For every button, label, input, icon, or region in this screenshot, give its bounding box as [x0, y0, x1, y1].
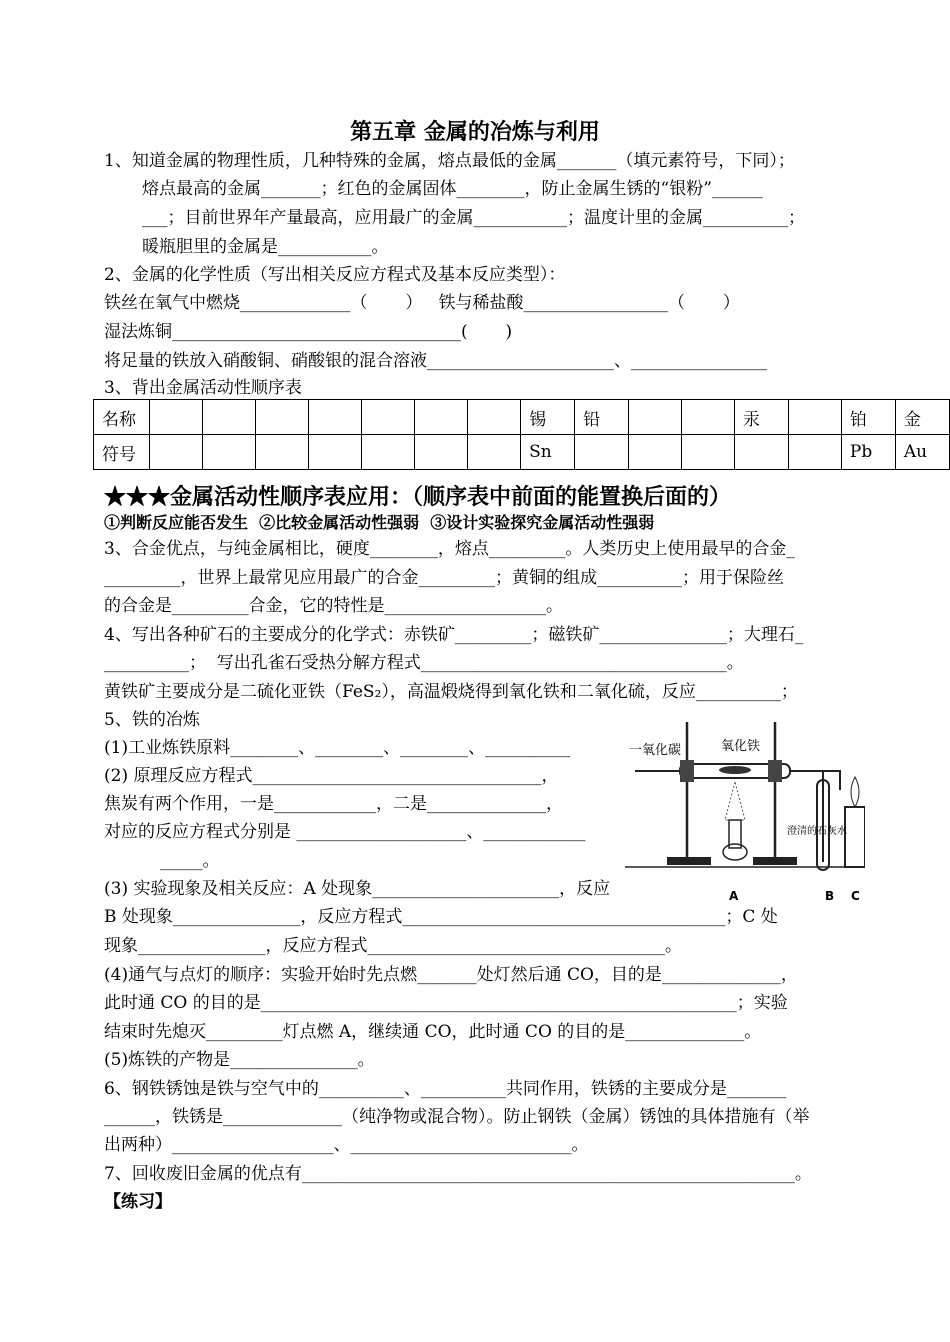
q2-line4: 将足量的铁放入硝酸铜、硝酸银的混合溶液______________________、________________ [104, 351, 767, 371]
table-cell [628, 400, 681, 435]
table-cell [575, 435, 629, 470]
activity-heading: ★★★金属活动性顺序表应用：（顺序表中前面的能置换后面的） [104, 484, 732, 510]
page-title: 第五章 金属的冶炼与利用 [350, 119, 600, 145]
label-limewater: 澄清的石灰水 [787, 826, 847, 837]
table-cell [681, 400, 734, 435]
q5-line2: (2) 原理反应方程式__________________________________， [104, 766, 559, 786]
q5-line10: 此时通 CO 的目的是________________________________________________________；实验 [104, 993, 788, 1013]
table-cell [788, 435, 841, 470]
table-cell: Sn [521, 435, 575, 470]
label-c: C [851, 889, 860, 903]
table-cell [788, 400, 841, 435]
table-cell: 铂 [841, 400, 895, 435]
label-b: B [825, 889, 835, 903]
table-cell: Pb [841, 435, 895, 470]
table-cell [415, 435, 468, 470]
q5-line1: (1)工业炼铁原料________、________、________、__________ [104, 738, 571, 758]
iron-smelting-apparatus-diagram [625, 712, 865, 907]
table-cell [361, 435, 414, 470]
table-cell [681, 435, 734, 470]
table-cell [415, 400, 468, 435]
q7-line: 7、回收废旧金属的优点有__________________________________________________________。 [104, 1164, 812, 1184]
q5-heading: 5、铁的冶炼 [104, 710, 200, 730]
outlet-tube [790, 771, 840, 790]
q5-line3: 焦炭有两个作用，一是____________，二是______________， [104, 794, 563, 814]
q5-line9: (4)通气与点灯的顺序：实验开始时先点燃_______处灯然后通 CO，目的是______________， [104, 965, 798, 985]
table-cell [255, 435, 308, 470]
table-cell: 锡 [521, 400, 575, 435]
q1-line1: 1、知道金属的物理性质，几种特殊的金属，熔点最低的金属_______（填元素符号，下同）； [104, 151, 795, 171]
q3-alloy-line3: 的合金是_________合金，它的特性是___________________。 [104, 596, 563, 616]
q4-line3: 黄铁矿主要成分是二硫化亚铁（FeS₂），高温煅烧得到氧化铁和二氧化硫，反应__________； [104, 682, 798, 702]
table-cell: 名称 [94, 400, 150, 435]
q2-line3: 湿法炼铜__________________________________( ) [104, 322, 513, 342]
table-cell [202, 400, 255, 435]
q5-line6: (3) 实验现象及相关反应：A 处现象______________________，反应 [104, 879, 611, 899]
table-cell [308, 400, 361, 435]
q3-table-heading: 3、背出金属活动性顺序表 [104, 378, 302, 398]
iron-oxide-powder [719, 766, 751, 774]
q5-line12: (5)炼铁的产物是_______________。 [104, 1050, 375, 1070]
table-row-symbols [94, 435, 950, 470]
table-cell: 汞 [735, 400, 789, 435]
q5-line4: 对应的反应方程式分别是 ____________________、____________ [104, 822, 586, 842]
q2-line1: 2、金属的化学性质（写出相关反应方程式及基本反应类型）： [104, 265, 566, 285]
q5-line11: 结束时先熄灭_________灯点燃 A，继续通 CO，此时通 CO 的目的是______________。 [104, 1022, 762, 1042]
q1-line4: 暖瓶胆里的金属是___________。 [142, 237, 389, 257]
practice-heading: 【练习】 [104, 1192, 172, 1212]
table-cell: Au [895, 435, 949, 470]
table-cell [149, 400, 202, 435]
q3-alloy-line2: _________，世界上最常见应用最广的合金_________；黄铜的组成__________；用于保险丝 [104, 568, 784, 588]
stand-base-right [753, 857, 797, 865]
table-cell: 铅 [575, 400, 629, 435]
q2-line2: 铁丝在氧气中燃烧_____________（ ） 铁与稀盐酸_________________（ ） [104, 293, 740, 313]
table-cell [202, 435, 255, 470]
activity-series-table [93, 399, 950, 470]
label-iron-oxide: 氧化铁 [721, 739, 761, 754]
q5-line5: _____。 [160, 851, 220, 871]
table-row-names [94, 400, 950, 435]
clamp-left [680, 760, 694, 782]
q6-line2: ______，铁锈是______________（纯净物或混合物）。防止钢铁（金属）锈蚀的具体措施有（举 [104, 1107, 810, 1127]
q4-line2: __________； 写出孔雀石受热分解方程式____________________________________。 [104, 653, 744, 673]
stand-base-left [667, 857, 711, 865]
label-a: A [729, 889, 739, 903]
table-cell [255, 400, 308, 435]
q6-line3: 出两种）___________________、__________________________。 [104, 1135, 589, 1155]
table-cell [361, 400, 414, 435]
q5-line7: B 处现象_______________，反应方程式______________________________________；C 处 [104, 907, 778, 927]
flame-a [725, 782, 745, 820]
q1-line2: 熔点最高的金属_______；红色的金属固体________，防止金属生锈的“银粉”______ [142, 179, 763, 199]
table-cell: 符号 [94, 435, 150, 470]
q5-line8: 现象_______________，反应方程式___________________________________。 [104, 936, 682, 956]
table-cell [735, 435, 789, 470]
q3-alloy-line1: 3、合金优点，与纯金属相比，硬度________，熔点_________。人类历史上使用最早的合金_ [104, 539, 795, 559]
table-cell: 金 [895, 400, 949, 435]
table-cell [308, 435, 361, 470]
alcohol-lamp-a [723, 844, 747, 860]
table-cell [149, 435, 202, 470]
flame-c [851, 777, 859, 807]
table-cell [628, 435, 681, 470]
burner-c [845, 807, 865, 867]
clamp-right [768, 760, 782, 782]
activity-subheading: ①判断反应能否发生 ②比较金属活动性强弱 ③设计实验探究金属活动性强弱 [104, 513, 655, 532]
label-co: 一氧化碳 [629, 743, 682, 758]
table-cell [468, 435, 521, 470]
q4-line1: 4、写出各种矿石的主要成分的化学式：赤铁矿_________；磁铁矿_______________；大理石_ [104, 625, 804, 645]
q1-line3: ___；目前世界年产量最高，应用最广的金属___________；温度计里的金属__________； [142, 208, 805, 228]
table-cell [468, 400, 521, 435]
q6-line1: 6、钢铁锈蚀是铁与空气中的__________、__________共同作用，铁锈的主要成分是_______ [104, 1079, 787, 1099]
